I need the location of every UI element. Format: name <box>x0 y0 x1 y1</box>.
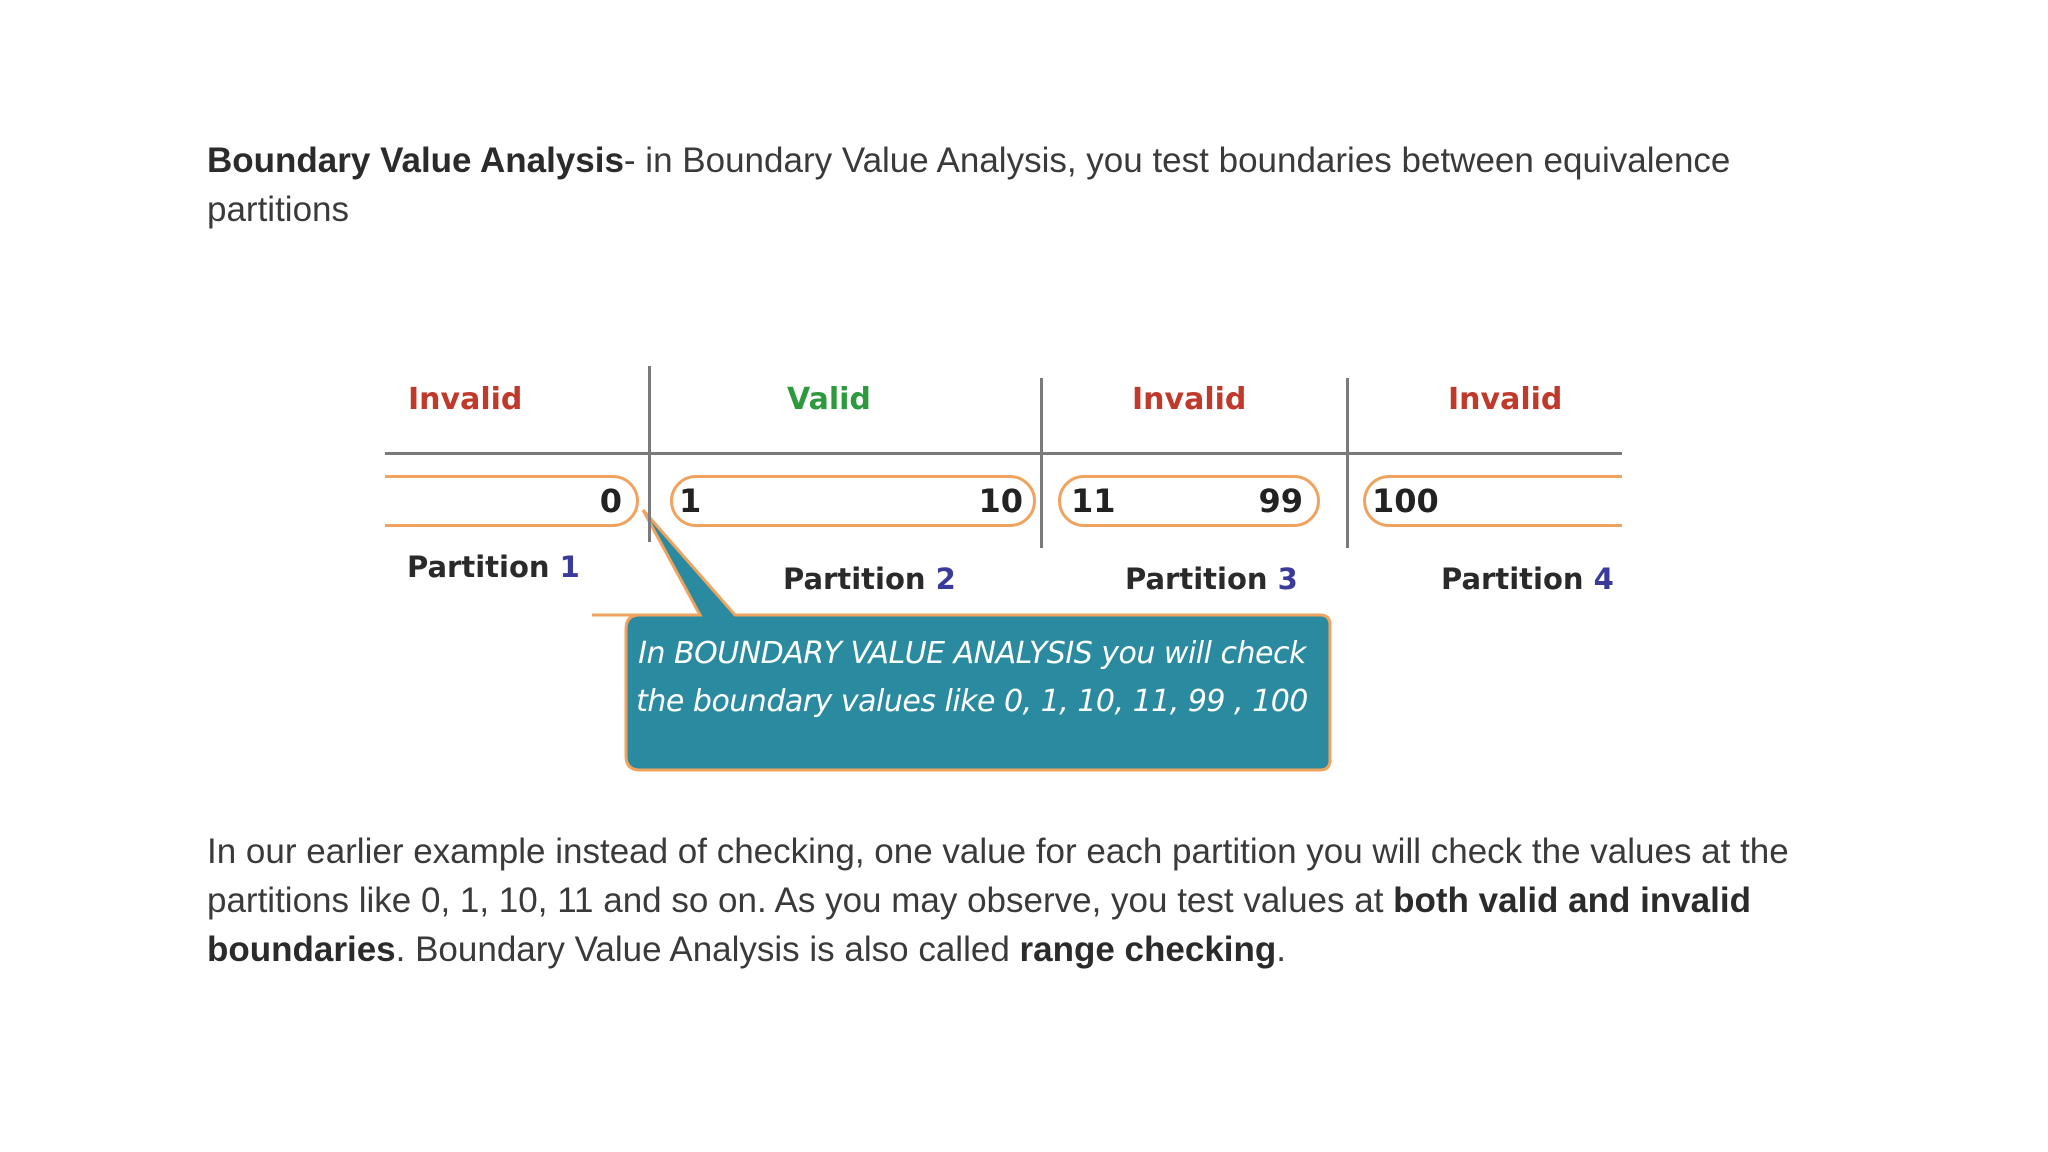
partition-2-label <box>783 560 956 598</box>
range-pill-3 <box>1058 475 1320 527</box>
explanation-text-1: In our earlier example instead of checking, one value for each partition you will check the values at the partitions like 0, 1, 10, 11 and so on. As you may observe, you test values at <box>207 832 1789 920</box>
callout-text <box>622 630 1322 726</box>
intro-text: - in Boundary Value Analysis, you test boundaries between equivalence partitions <box>207 141 1731 229</box>
range-3-low: 11 <box>1071 482 1116 520</box>
explanation-text-2: . Boundary Value Analysis is also called <box>395 930 1020 969</box>
partition-3-header: Invalid <box>1132 382 1247 417</box>
partition-1-word: Partition <box>407 550 550 584</box>
range-1-high: 0 <box>599 482 622 520</box>
range-pill-2 <box>670 475 1036 527</box>
explanation-bold-2: range checking <box>1019 930 1277 969</box>
partition-divider-2 <box>1040 378 1043 548</box>
partition-1-header: Invalid <box>408 382 523 417</box>
partition-divider-3 <box>1346 378 1349 548</box>
partition-divider-1 <box>648 366 651 542</box>
range-2-low: 1 <box>679 482 702 520</box>
partition-1-label <box>407 548 580 586</box>
partition-4-word: Partition <box>1441 562 1584 596</box>
range-3-high: 99 <box>1258 482 1303 520</box>
partition-2-header: Valid <box>787 382 871 417</box>
intro-paragraph <box>207 136 1827 234</box>
partition-4-header: Invalid <box>1448 382 1563 417</box>
partition-4-label <box>1441 560 1614 598</box>
boundary-value-diagram <box>380 360 1620 780</box>
partition-3-word: Partition <box>1125 562 1268 596</box>
partition-3-label <box>1125 560 1298 598</box>
header-divider-line <box>385 452 1622 455</box>
partition-1-number: 1 <box>559 550 580 584</box>
explanation-bold-1: both valid and invalid boundaries <box>207 881 1751 969</box>
range-pill-4 <box>1363 475 1622 527</box>
range-2-high: 10 <box>978 482 1023 520</box>
range-pill-1 <box>385 475 639 527</box>
intro-term: Boundary Value Analysis <box>207 141 624 180</box>
partition-2-number: 2 <box>935 562 956 596</box>
explanation-text-3: . <box>1276 930 1287 969</box>
range-4-low: 100 <box>1372 482 1439 520</box>
callout-line-2: the boundary values like 0, 1, 10, 11, 99 , 100 <box>636 684 1308 719</box>
explanation-paragraph <box>207 827 1827 974</box>
partition-4-number: 4 <box>1593 562 1614 596</box>
callout-line-1: In BOUNDARY VALUE ANALYSIS you will check <box>638 636 1306 671</box>
partition-2-word: Partition <box>783 562 926 596</box>
partition-3-number: 3 <box>1277 562 1298 596</box>
